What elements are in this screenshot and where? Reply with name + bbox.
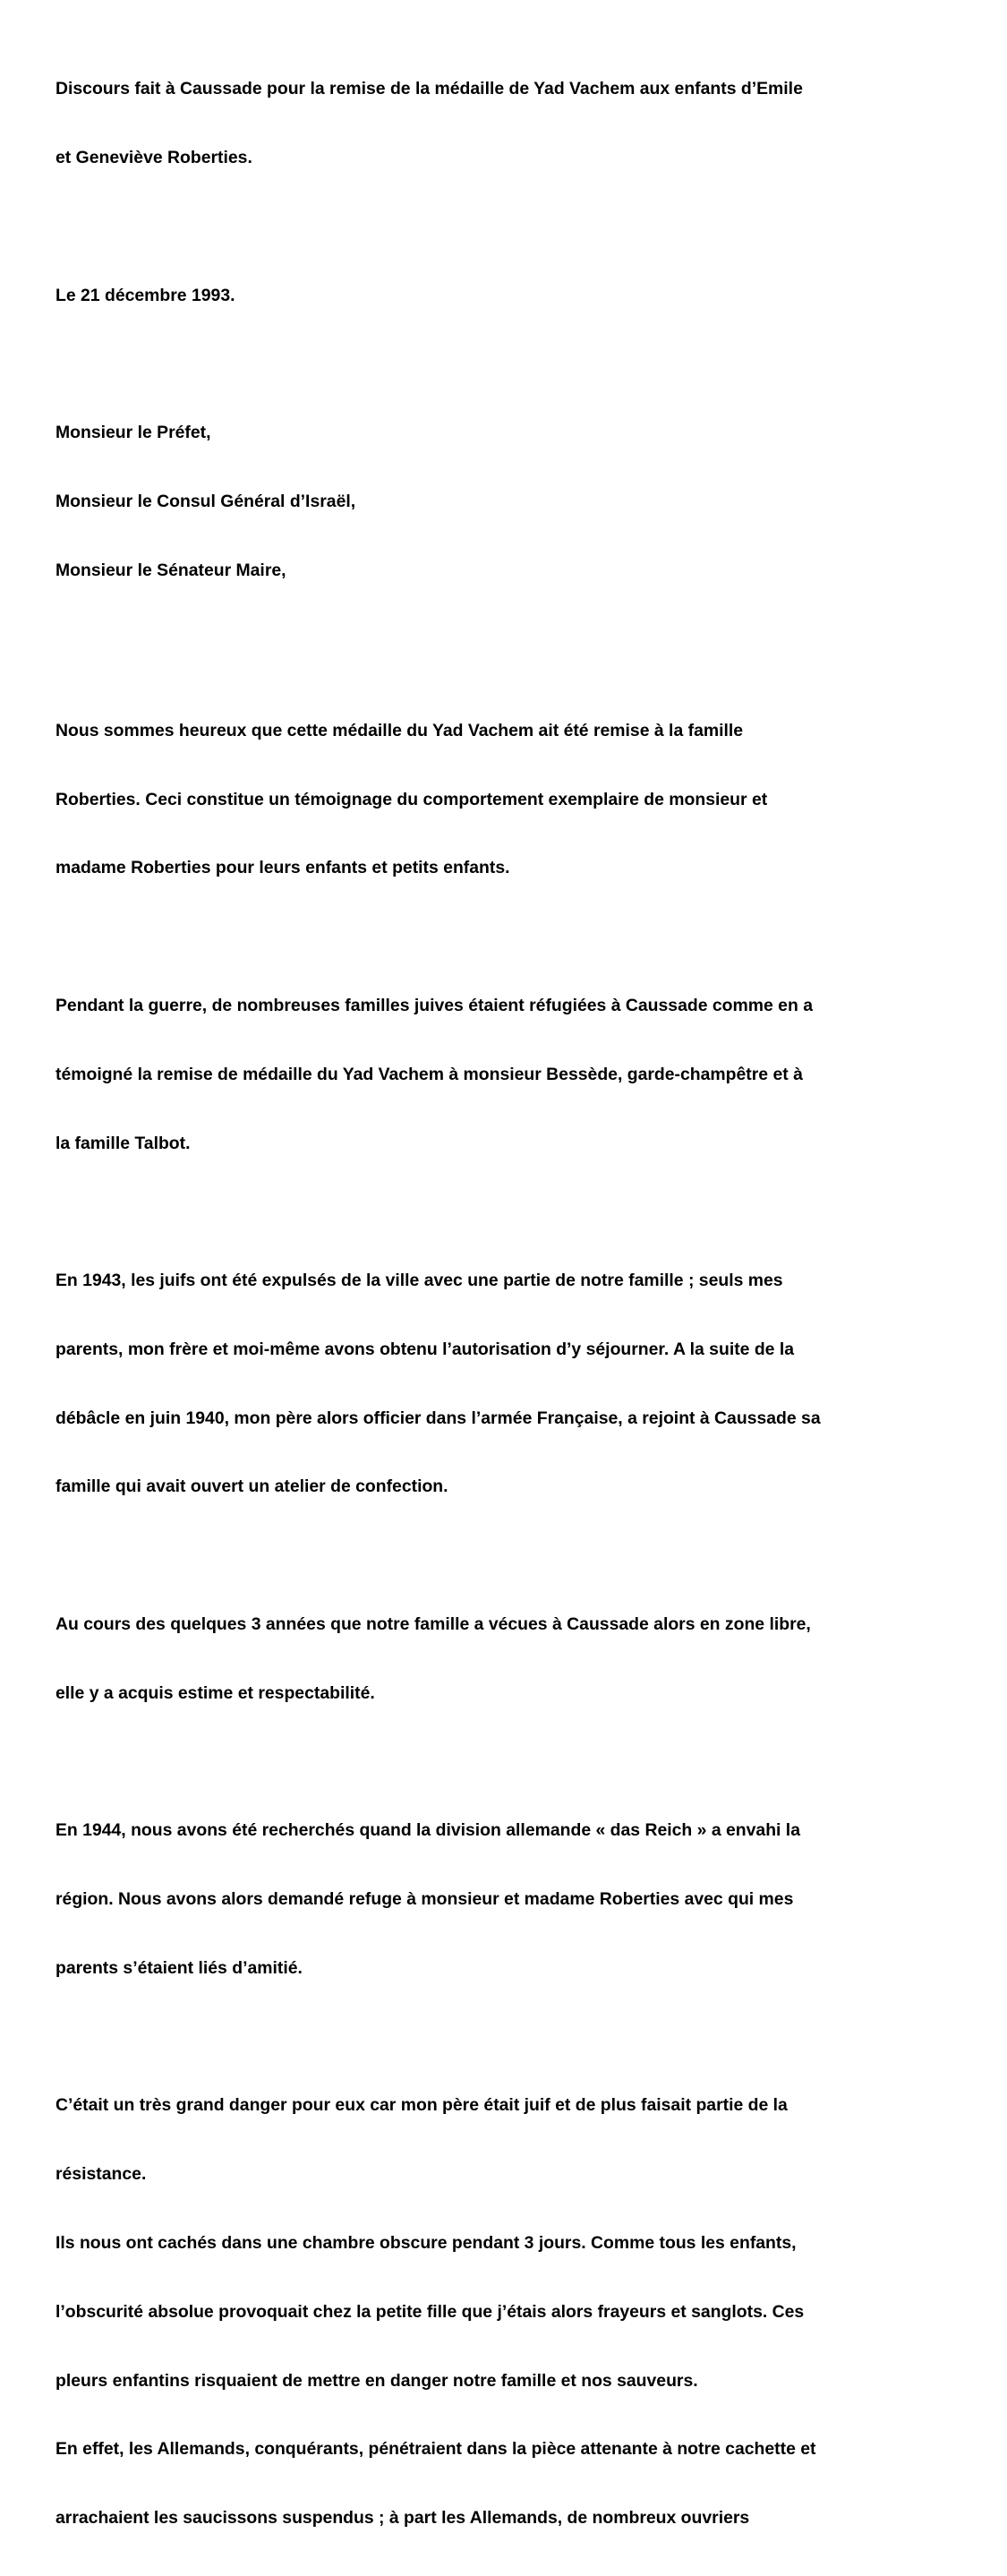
paragraph-line: C’était un très grand danger pour eux car mon père était juif et de plus faisait partie de la <box>55 2095 788 2116</box>
document-body <box>55 32 986 2576</box>
paragraph-line: En 1944, nous avons été recherchés quand la division allemande « das Reich » a envahi la <box>55 1820 800 1841</box>
paragraph-line: Au cours des quelques 3 années que notre famille a vécues à Caussade alors en zone libre, <box>55 1613 811 1634</box>
paragraph-line: Roberties. Ceci constitue un témoignage du comportement exemplaire de monsieur et <box>55 789 768 809</box>
spacer <box>55 1545 986 1568</box>
spacer <box>55 353 986 376</box>
paragraph-1 <box>55 674 986 927</box>
paragraph-line: l’obscurité absolue provoquait chez la petite fille que j’étais alors frayeurs et sanglots. Ces <box>55 2301 805 2322</box>
paragraph-line: débâcle en juin 1940, mon père alors officier dans l’armée Française, a rejoint à Caussade sa <box>55 1408 821 1428</box>
paragraph-line: Nous sommes heureux que cette médaille du Yad Vachem ait été remise à la famille <box>55 720 744 740</box>
document-title <box>55 32 986 216</box>
paragraph-line: pleurs enfantins risquaient de mettre en danger notre famille et nos sauveurs. <box>55 2370 698 2391</box>
paragraph-2 <box>55 949 986 1202</box>
title-line-1: Discours fait à Caussade pour la remise de la médaille de Yad Vachem aux enfants d’Emile <box>55 79 803 99</box>
paragraph-line: parents, mon frère et moi-même avons obtenu l’autorisation d’y séjourner. A la suite de la <box>55 1339 795 1359</box>
paragraph-4 <box>55 1568 986 1751</box>
paragraph-3 <box>55 1224 986 1545</box>
spacer <box>55 926 986 949</box>
salutation-senateur: Monsieur le Sénateur Maire, <box>55 560 286 580</box>
paragraph-line: Pendant la guerre, de nombreuses familles juives étaient réfugiées à Caussade comme en a <box>55 995 813 1015</box>
spacer <box>55 2026 986 2050</box>
paragraph-line: En 1943, les juifs ont été expulsés de la ville avec une partie de notre famille ; seuls mes <box>55 1271 783 1291</box>
salutations <box>55 376 986 629</box>
spacer <box>55 628 986 673</box>
paragraph-line: région. Nous avons alors demandé refuge à monsieur et madame Roberties avec qui mes <box>55 1889 794 1910</box>
salutation-consul: Monsieur le Consul Général d’Israël, <box>55 491 356 511</box>
paragraph-line: parents s’étaient liés d’amitié. <box>55 1957 303 1978</box>
document-date <box>55 238 986 353</box>
paragraph-6 <box>55 2049 986 2576</box>
paragraph-5 <box>55 1774 986 2026</box>
paragraph-line: Ils nous ont cachés dans une chambre obscure pendant 3 jours. Comme tous les enfants, <box>55 2233 797 2253</box>
paragraph-line: elle y a acquis estime et respectabilité. <box>55 1682 375 1703</box>
paragraph-line: arrachaient les saucissons suspendus ; à part les Allemands, de nombreux ouvriers <box>55 2508 750 2529</box>
spacer <box>55 1751 986 1775</box>
paragraph-line: madame Roberties pour leurs enfants et petits enfants. <box>55 858 510 878</box>
date-line: Le 21 décembre 1993. <box>55 285 235 305</box>
paragraph-line: En effet, les Allemands, conquérants, pénétraient dans la pièce attenante à notre cachette et <box>55 2439 816 2460</box>
spacer <box>55 216 986 239</box>
paragraph-line: résistance. <box>55 2164 147 2185</box>
salutation-prefet: Monsieur le Préfet, <box>55 423 211 443</box>
paragraph-line: témoigné la remise de médaille du Yad Vachem à monsieur Bessède, garde-champêtre et à <box>55 1064 803 1084</box>
title-line-2: et Geneviève Roberties. <box>55 147 252 167</box>
paragraph-line: famille qui avait ouvert un atelier de confection. <box>55 1476 448 1497</box>
spacer <box>55 1201 986 1224</box>
paragraph-line: la famille Talbot. <box>55 1133 191 1153</box>
